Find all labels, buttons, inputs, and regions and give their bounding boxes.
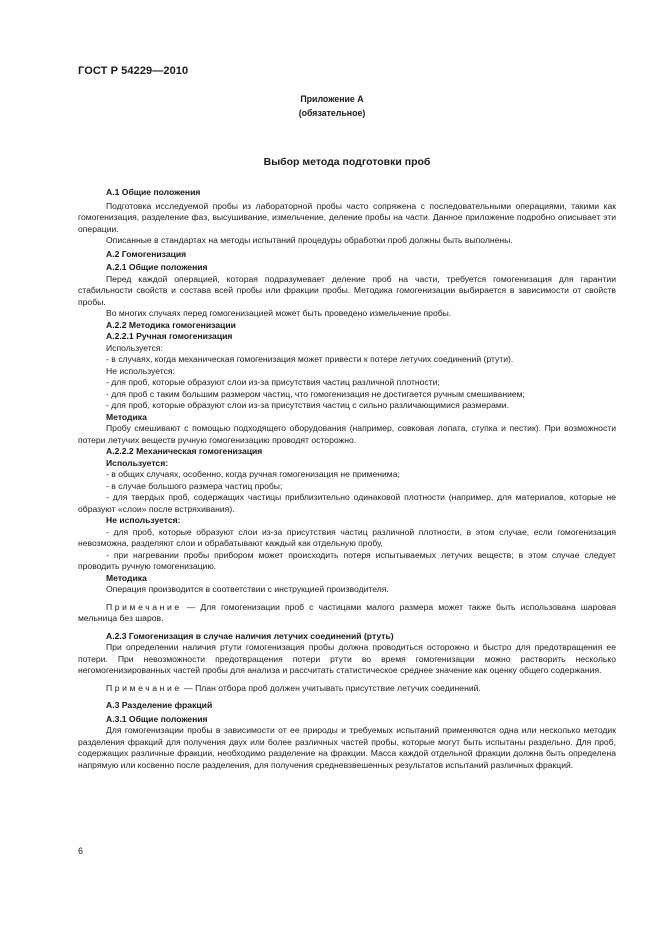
subsection-heading: А.2.2 Методика гомогенизации (106, 319, 236, 330)
list-item: - для проб, которые образуют слои из-за присутствия частиц различной плотности; (106, 377, 440, 387)
paragraph: Описанные в стандартах на методы испытаний процедуры обработки проб должны быть выполнены. (106, 235, 513, 245)
subsubsection-heading: А.2.2.2 Механическая гомогенизация (106, 446, 263, 456)
label-text: Используется: (106, 342, 163, 353)
paragraph: Для гомогенизации пробы в зависимости от ее природы и требуемых испытаний применяются одна или несколько методик разделения фракций для получения двух или более различных частей пробы, которые могут быть испытаны раздельно. Для проб, содержащих различные фракции, необходимо разделение на фракции. Масса каждой отдельной фракции должна быть определена напрямую или косвенно после разделения, для получения средневзвешенных результатов испытаний различных фракций. (78, 725, 616, 770)
note (78, 602, 616, 625)
main-title: Выбор метода подготовки проб (263, 156, 431, 168)
method-heading: Методика (106, 572, 147, 583)
list-item: - в случае большого размера частиц пробы; (106, 480, 283, 491)
method-heading: Методика (106, 411, 147, 422)
note (78, 683, 616, 695)
paragraph: Подготовка исследуемой пробы из лабораторной пробы часто сопряжена с последовательными операциями, такими как гомогенизация, разделение фаз, высушивание, измельчение, деление пробы на части. Данное приложение подробно описывает эти операции. (78, 200, 616, 234)
appendix-status: (обязательное) (298, 108, 366, 118)
note-text: — Для гомогенизации проб с частицами малого размера может также быть использована шаровая мельница без шаров. (78, 601, 616, 623)
subsection-heading: А.3.1 Общие положения (106, 713, 208, 724)
list-item: - при нагревании пробы прибором может происходить потеря испытываемых летучих веществ; в этом случае следует проводить ручную гомогенизацию. (78, 549, 616, 571)
label-text: Не используется: (106, 365, 175, 376)
label-text: Используется: (106, 457, 169, 468)
paragraph: Перед каждой операцией, которая подразумевает деление проб на части, требуется гомогенизация для гарантии стабильности свойств и состава всей пробы или фракции пробы. Методика гомогенизации выбирается в зависимости от свойств пробы. (78, 273, 616, 307)
section-heading: А.1 Общие положения (106, 187, 201, 197)
list-item: - для проб, которые образуют слои из-за присутствия частиц с сильно различающимися размерами. (106, 400, 509, 410)
page-number: 6 (78, 846, 84, 856)
list-item: - в случаях, когда механическая гомогенизация может привести к потере летучих соединений (ртути). (106, 354, 514, 364)
paragraph: Пробу смешивают с помощью подходящего оборудования (например, совковая лопата, ступка и пестик). При возможности потери летучих веществ ручную гомогенизацию проводят осторожно. (78, 423, 616, 445)
paragraph: При определении наличия ртути гомогенизация пробы должна проводиться осторожно и быстро для предотвращения ее потери. При невозможности предотвращения потери ртути во время гомогенизации можно растворить несколько негомогенизированных частей пробы для анализа и рассчитать статистическое среднее значение как оценку общего содержания. (78, 642, 616, 675)
note-label: Примечание (106, 601, 182, 612)
appendix-title: Приложение А (300, 94, 364, 104)
note-label: Примечание (106, 682, 182, 693)
subsection-heading: А.2.3 Гомогенизация в случае наличия летучих соединений (ртуть) (106, 630, 394, 641)
list-item: - в общих случаях, особенно, когда ручная гомогенизация не применима; (106, 469, 400, 479)
list-item: - для твердых проб, содержащих частицы приблизительно одинаковой плотности (например, для материалов, которые не образуют «слои» после встряхивания). (78, 492, 616, 514)
subsection-heading: А.2.1 Общие положения (106, 262, 208, 272)
label-text: Не используется: (106, 515, 181, 525)
paragraph: Во многих случаях перед гомогенизацией может быть проведено измельчение пробы. (106, 308, 452, 318)
document-body (78, 187, 616, 771)
list-item: - для проб с таким большим размером частиц, что гомогенизация не достигается ручным смешиванием; (106, 388, 525, 399)
list-item: - для проб, которые образуют слои из-за присутствия частиц различной плотности, в этом случае, если гомогенизация невозможна, разделяют слои и обрабатывают каждый как отдельную пробу, (78, 526, 616, 548)
section-heading: А.3 Разделение фракций (106, 700, 213, 710)
subsubsection-heading: А.2.2.1 Ручная гомогенизация (106, 331, 233, 341)
section-heading: А.2 Гомогенизация (106, 248, 187, 259)
note-text: — План отбора проб должен учитывать присутствие летучих соединений. (181, 682, 481, 693)
document-code: ГОСТ Р 54229—2010 (78, 65, 189, 77)
paragraph: Операция производится в соответствии с инструкцией производителя. (106, 584, 389, 594)
